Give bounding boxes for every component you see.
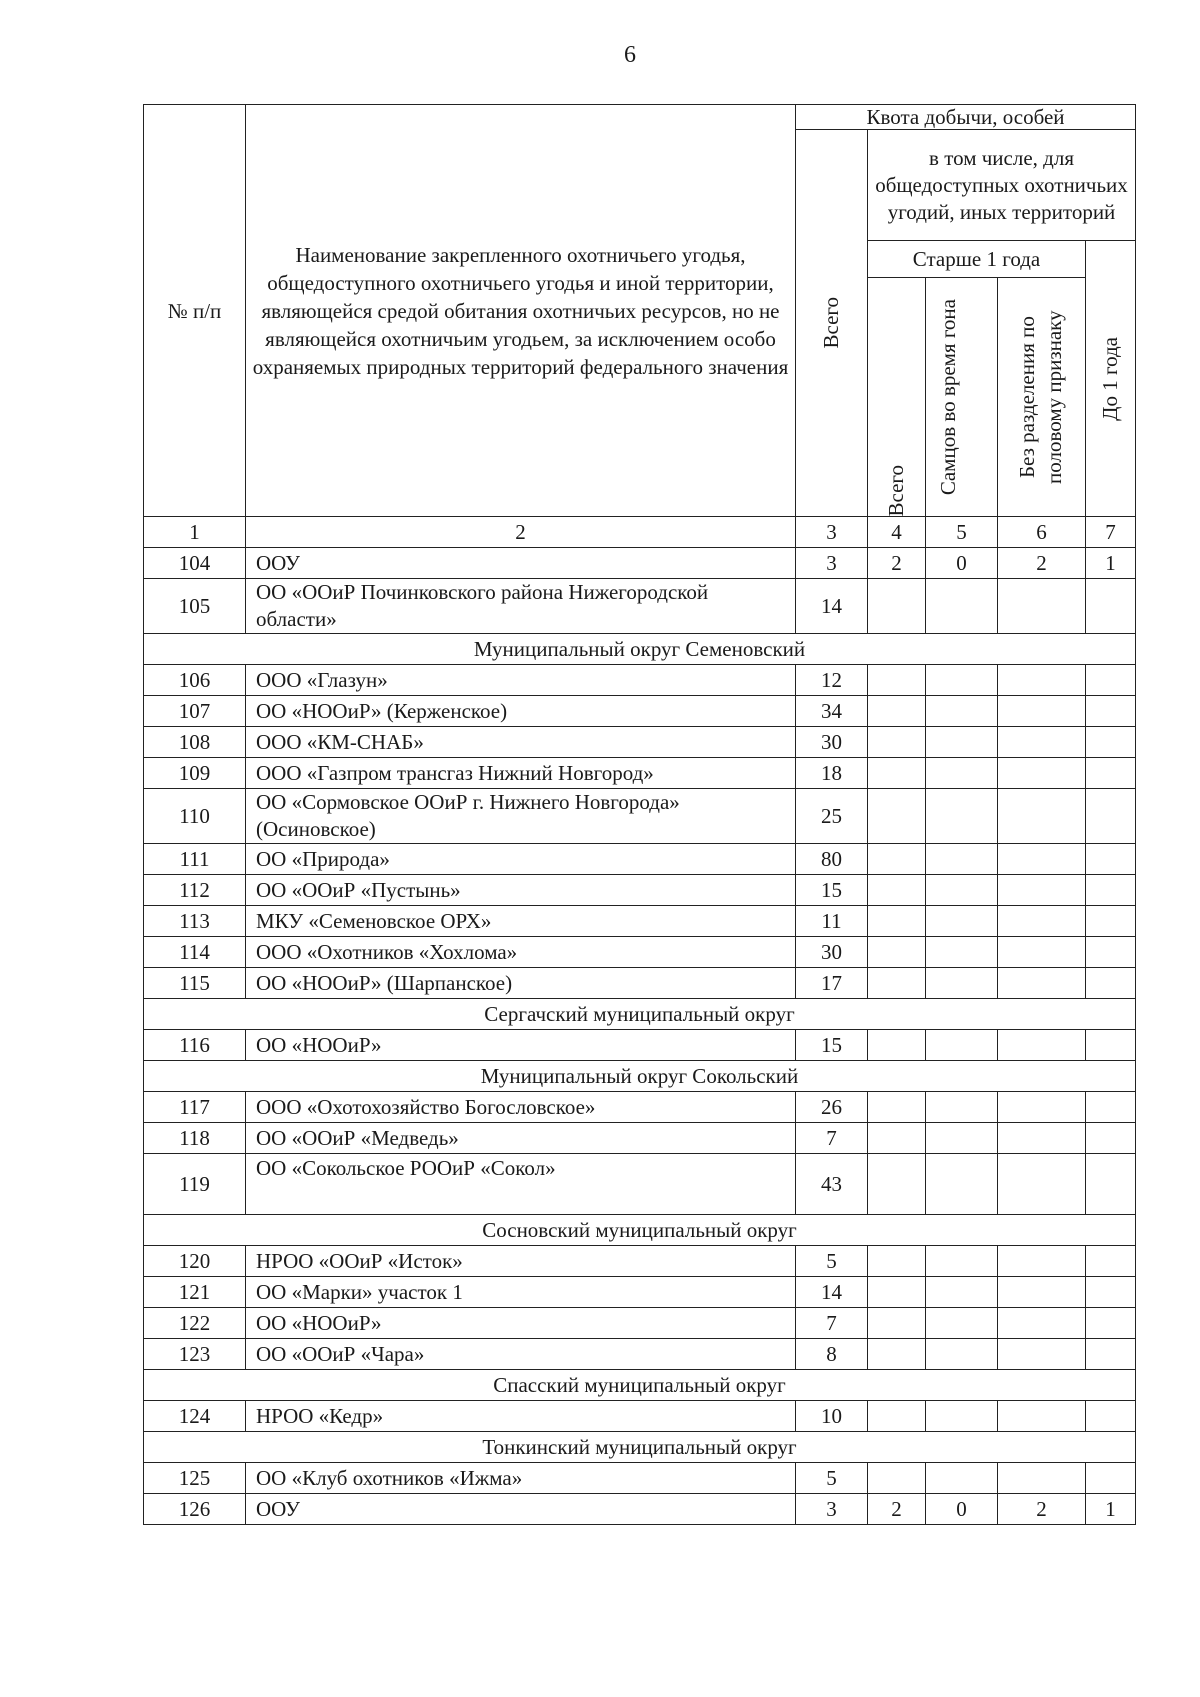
territory-name: ОО «ООиР «Пустынь» — [246, 875, 796, 906]
quota-total: 7 — [796, 1308, 868, 1339]
territory-name: ОО «Клуб охотников «Ижма» — [246, 1463, 796, 1494]
quota-males-rut — [926, 727, 998, 758]
quota-total: 7 — [796, 1123, 868, 1154]
quota-total: 12 — [796, 665, 868, 696]
quota-under-one — [1086, 1123, 1136, 1154]
quota-older-total — [868, 789, 926, 844]
header-row-number: № п/п — [144, 105, 246, 517]
quota-no-sex-division: 2 — [998, 1494, 1086, 1525]
section-row — [144, 1061, 1136, 1092]
quota-no-sex-division — [998, 1092, 1086, 1123]
row-number: 115 — [144, 968, 246, 999]
quota-males-rut — [926, 1277, 998, 1308]
territory-name: ОО «Марки» участок 1 — [246, 1277, 796, 1308]
territory-name: ОО «ООиР «Медведь» — [246, 1123, 796, 1154]
territory-name: ОО «НООиР» (Керженское) — [246, 696, 796, 727]
quota-males-rut — [926, 1246, 998, 1277]
quota-under-one — [1086, 727, 1136, 758]
territory-name: ООО «Глазун» — [246, 665, 796, 696]
header-total-cell — [796, 130, 868, 517]
territory-name: ОО «НООиР» — [246, 1308, 796, 1339]
quota-total: 18 — [796, 758, 868, 789]
header-under-one-cell — [1086, 241, 1136, 517]
column-number: 3 — [796, 517, 868, 548]
quota-total: 3 — [796, 1494, 868, 1525]
quota-males-rut — [926, 1308, 998, 1339]
territory-name: ОО «НООиР» (Шарпанское) — [246, 968, 796, 999]
territory-name: ОО «Сокольское РООиР «Сокол» — [246, 1154, 796, 1215]
table-row — [144, 906, 1136, 937]
row-number: 117 — [144, 1092, 246, 1123]
quota-under-one — [1086, 758, 1136, 789]
quota-total: 26 — [796, 1092, 868, 1123]
row-number: 114 — [144, 937, 246, 968]
quota-older-total — [868, 875, 926, 906]
row-number: 120 — [144, 1246, 246, 1277]
quota-older-total — [868, 1401, 926, 1432]
table-row — [144, 844, 1136, 875]
quota-males-rut — [926, 1154, 998, 1215]
quota-no-sex-division — [998, 937, 1086, 968]
table-row — [144, 1308, 1136, 1339]
table-row — [144, 1463, 1136, 1494]
quota-no-sex-division — [998, 968, 1086, 999]
quota-under-one — [1086, 696, 1136, 727]
table-row — [144, 1030, 1136, 1061]
quota-males-rut — [926, 937, 998, 968]
table-row — [144, 1339, 1136, 1370]
quota-males-rut — [926, 696, 998, 727]
header-no-sex-division: Без разделения по половому признаку — [1014, 310, 1066, 484]
quota-total: 8 — [796, 1339, 868, 1370]
quota-no-sex-division — [998, 758, 1086, 789]
row-number: 126 — [144, 1494, 246, 1525]
quota-no-sex-division — [998, 665, 1086, 696]
row-number: 118 — [144, 1123, 246, 1154]
quota-under-one — [1086, 937, 1136, 968]
quota-older-total — [868, 1463, 926, 1494]
section-title: Муниципальный округ Семеновский — [144, 634, 1136, 665]
quota-under-one — [1086, 968, 1136, 999]
row-number: 109 — [144, 758, 246, 789]
quota-older-total — [868, 727, 926, 758]
column-number: 6 — [998, 517, 1086, 548]
quota-males-rut — [926, 875, 998, 906]
quota-under-one: 1 — [1086, 548, 1136, 579]
table-row — [144, 968, 1136, 999]
quota-no-sex-division — [998, 875, 1086, 906]
territory-name: ОО «ООиР «Чара» — [246, 1339, 796, 1370]
header-older-than-one: Старше 1 года — [868, 241, 1086, 278]
quota-males-rut — [926, 1092, 998, 1123]
table-row — [144, 1154, 1136, 1215]
quota-no-sex-division — [998, 1463, 1086, 1494]
quota-no-sex-division — [998, 1401, 1086, 1432]
quota-males-rut — [926, 579, 998, 634]
quota-total: 80 — [796, 844, 868, 875]
row-number: 104 — [144, 548, 246, 579]
territory-name: ООО «КМ-СНАБ» — [246, 727, 796, 758]
territory-name: ОО «Сормовское ООиР г. Нижнего Новгорода» (Осиновское) — [246, 789, 796, 844]
row-number: 105 — [144, 579, 246, 634]
row-number: 110 — [144, 789, 246, 844]
table-row — [144, 579, 1136, 634]
quota-no-sex-division — [998, 1030, 1086, 1061]
header-territory-name: Наименование закрепленного охотничьего угодья, общедоступного охотничьего угодья и иной территории, являющейся средой обитания охотничьих ресурсов, но не являющейся охотничьим угодьем, за исключением особо охраняемых природных территорий федерального значения — [246, 105, 796, 517]
section-row — [144, 1215, 1136, 1246]
table-row — [144, 727, 1136, 758]
section-title: Муниципальный округ Сокольский — [144, 1061, 1136, 1092]
table-row — [144, 1277, 1136, 1308]
quota-under-one — [1086, 1277, 1136, 1308]
quota-no-sex-division — [998, 789, 1086, 844]
column-number: 2 — [246, 517, 796, 548]
territory-name: ОО «ООиР Починковского района Нижегородской области» — [246, 579, 796, 634]
quota-older-total — [868, 844, 926, 875]
hunting-quota-table — [143, 104, 1136, 1525]
quota-under-one — [1086, 1154, 1136, 1215]
quota-total: 14 — [796, 1277, 868, 1308]
table-row — [144, 1092, 1136, 1123]
row-number: 106 — [144, 665, 246, 696]
section-title: Сосновский муниципальный округ — [144, 1215, 1136, 1246]
header-total: Всего — [819, 297, 843, 349]
quota-under-one — [1086, 1463, 1136, 1494]
row-number: 107 — [144, 696, 246, 727]
row-number: 125 — [144, 1463, 246, 1494]
quota-no-sex-division — [998, 1123, 1086, 1154]
territory-name: НРОО «ООиР «Исток» — [246, 1246, 796, 1277]
quota-under-one — [1086, 844, 1136, 875]
section-row — [144, 1370, 1136, 1401]
quota-older-total — [868, 1092, 926, 1123]
table-row — [144, 875, 1136, 906]
header-no-sex-cell — [998, 278, 1086, 517]
quota-older-total — [868, 1339, 926, 1370]
quota-males-rut — [926, 844, 998, 875]
quota-total: 10 — [796, 1401, 868, 1432]
quota-no-sex-division — [998, 844, 1086, 875]
quota-total: 34 — [796, 696, 868, 727]
quota-under-one — [1086, 1246, 1136, 1277]
table-row — [144, 1494, 1136, 1525]
column-number: 1 — [144, 517, 246, 548]
quota-older-total — [868, 579, 926, 634]
quota-under-one — [1086, 1092, 1136, 1123]
territory-name: ООО «Охотохозяйство Богословское» — [246, 1092, 796, 1123]
quota-under-one — [1086, 579, 1136, 634]
quota-older-total — [868, 758, 926, 789]
quota-no-sex-division: 2 — [998, 548, 1086, 579]
quota-older-total — [868, 1308, 926, 1339]
territory-name: НРОО «Кедр» — [246, 1401, 796, 1432]
header-quota: Квота добычи, особей — [796, 105, 1136, 130]
quota-older-total — [868, 1123, 926, 1154]
table-row — [144, 1123, 1136, 1154]
territory-name: ООО «Газпром трансгаз Нижний Новгород» — [246, 758, 796, 789]
quota-no-sex-division — [998, 579, 1086, 634]
quota-total: 25 — [796, 789, 868, 844]
header-males-rut: Самцов во время гона — [935, 298, 960, 496]
quota-no-sex-division — [998, 1339, 1086, 1370]
header-males-cell — [926, 278, 998, 517]
quota-older-total: 2 — [868, 548, 926, 579]
header-under-one: До 1 года — [1098, 336, 1122, 421]
quota-males-rut — [926, 1401, 998, 1432]
row-number: 116 — [144, 1030, 246, 1061]
quota-total: 43 — [796, 1154, 868, 1215]
page-number: 6 — [624, 42, 636, 68]
territory-name: ОО «НООиР» — [246, 1030, 796, 1061]
quota-under-one — [1086, 665, 1136, 696]
table-row — [144, 1401, 1136, 1432]
quota-total: 17 — [796, 968, 868, 999]
quota-older-total — [868, 1154, 926, 1215]
table-row — [144, 937, 1136, 968]
quota-males-rut: 0 — [926, 1494, 998, 1525]
quota-older-total: 2 — [868, 1494, 926, 1525]
table-row — [144, 665, 1136, 696]
table-row — [144, 696, 1136, 727]
section-row — [144, 999, 1136, 1030]
column-number: 7 — [1086, 517, 1136, 548]
territory-name: ООО «Охотников «Хохлома» — [246, 937, 796, 968]
table-row — [144, 758, 1136, 789]
quota-males-rut — [926, 1463, 998, 1494]
row-number: 112 — [144, 875, 246, 906]
column-number: 4 — [868, 517, 926, 548]
quota-total: 15 — [796, 1030, 868, 1061]
quota-under-one — [1086, 1308, 1136, 1339]
territory-name: ООУ — [246, 1494, 796, 1525]
quota-males-rut — [926, 1030, 998, 1061]
section-row — [144, 1432, 1136, 1463]
quota-males-rut — [926, 1123, 998, 1154]
quota-older-total — [868, 906, 926, 937]
quota-total: 14 — [796, 579, 868, 634]
quota-under-one — [1086, 875, 1136, 906]
quota-older-total — [868, 937, 926, 968]
quota-under-one — [1086, 1030, 1136, 1061]
quota-total: 5 — [796, 1463, 868, 1494]
section-row — [144, 634, 1136, 665]
quota-older-total — [868, 1277, 926, 1308]
row-number: 122 — [144, 1308, 246, 1339]
table-row — [144, 548, 1136, 579]
territory-name: МКУ «Семеновское ОРХ» — [246, 906, 796, 937]
header-older-total-cell — [868, 278, 926, 517]
quota-under-one — [1086, 1339, 1136, 1370]
table-row — [144, 789, 1136, 844]
header-including: в том числе, для общедоступных охотничьих угодий, иных территорий — [868, 130, 1136, 241]
territory-name: ООУ — [246, 548, 796, 579]
quota-males-rut — [926, 758, 998, 789]
row-number: 113 — [144, 906, 246, 937]
section-title: Тонкинский муниципальный округ — [144, 1432, 1136, 1463]
territory-name: ОО «Природа» — [246, 844, 796, 875]
quota-total: 11 — [796, 906, 868, 937]
row-number: 111 — [144, 844, 246, 875]
section-title: Сергачский муниципальный округ — [144, 999, 1136, 1030]
quota-males-rut — [926, 906, 998, 937]
quota-no-sex-division — [998, 1154, 1086, 1215]
quota-older-total — [868, 1246, 926, 1277]
quota-older-total — [868, 696, 926, 727]
quota-no-sex-division — [998, 727, 1086, 758]
quota-no-sex-division — [998, 906, 1086, 937]
row-number: 108 — [144, 727, 246, 758]
header-older-total: Всего — [884, 464, 908, 516]
row-number: 124 — [144, 1401, 246, 1432]
row-number: 123 — [144, 1339, 246, 1370]
quota-under-one — [1086, 789, 1136, 844]
quota-total: 3 — [796, 548, 868, 579]
section-title: Спасский муниципальный округ — [144, 1370, 1136, 1401]
quota-no-sex-division — [998, 1277, 1086, 1308]
quota-older-total — [868, 968, 926, 999]
table-row — [144, 1246, 1136, 1277]
quota-older-total — [868, 1030, 926, 1061]
quota-no-sex-division — [998, 1308, 1086, 1339]
quota-total: 5 — [796, 1246, 868, 1277]
quota-no-sex-division — [998, 1246, 1086, 1277]
quota-under-one — [1086, 906, 1136, 937]
column-number: 5 — [926, 517, 998, 548]
quota-under-one — [1086, 1401, 1136, 1432]
quota-no-sex-division — [998, 696, 1086, 727]
column-number-row — [144, 517, 1136, 548]
table-body — [144, 517, 1136, 1525]
quota-total: 15 — [796, 875, 868, 906]
quota-males-rut — [926, 1339, 998, 1370]
row-number: 119 — [144, 1154, 246, 1215]
table-header — [144, 105, 1136, 517]
quota-males-rut — [926, 665, 998, 696]
quota-total: 30 — [796, 727, 868, 758]
row-number: 121 — [144, 1277, 246, 1308]
quota-males-rut: 0 — [926, 548, 998, 579]
quota-under-one: 1 — [1086, 1494, 1136, 1525]
quota-males-rut — [926, 968, 998, 999]
quota-older-total — [868, 665, 926, 696]
quota-males-rut — [926, 789, 998, 844]
quota-total: 30 — [796, 937, 868, 968]
